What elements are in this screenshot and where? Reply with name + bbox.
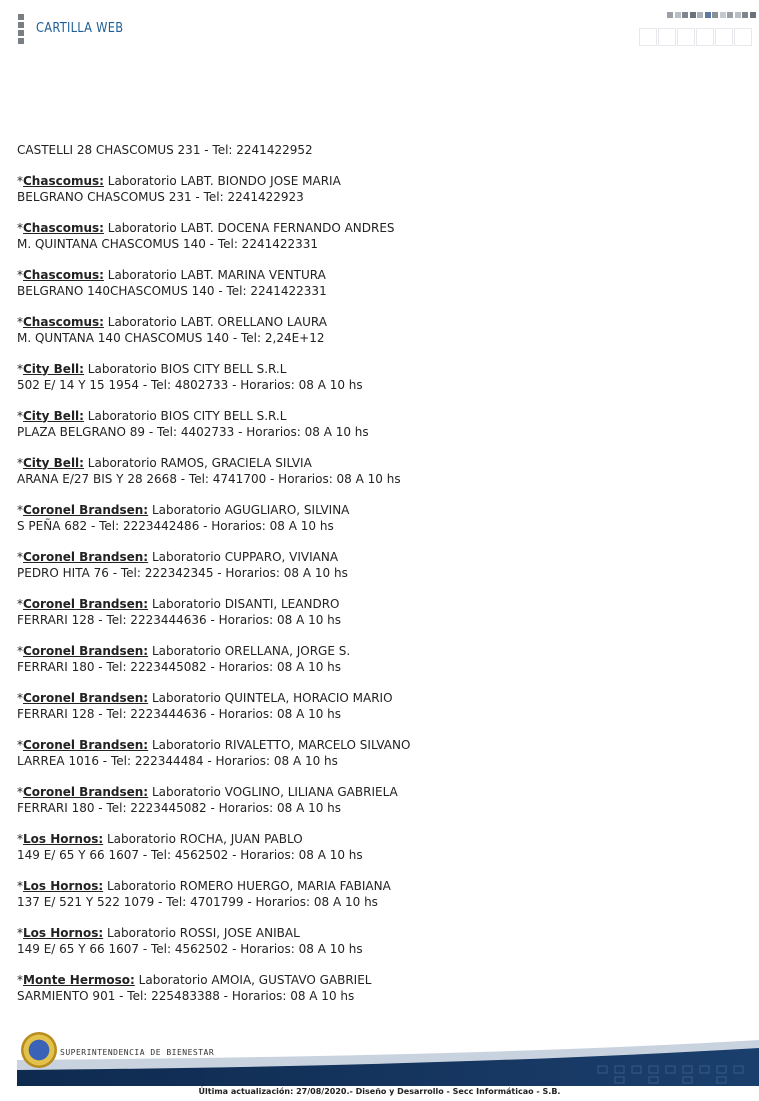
entry-lab-name: Laboratorio QUINTELA, HORACIO MARIO [151, 690, 393, 705]
entry-location: City Bell: [23, 455, 84, 470]
entry-details: FERRARI 128 - Tel: 2223444636 - Horarios: 08 A 10 hs [17, 707, 342, 721]
entry-details: FERRARI 180 - Tel: 2223445082 - Horarios: 08 A 10 hs [17, 660, 342, 674]
entry-lab-name: Laboratorio ROSSI, JOSE ANIBAL [106, 925, 300, 940]
entry-location: City Bell: [23, 408, 84, 423]
entry-details: 137 E/ 521 Y 522 1079 - Tel: 4701799 - Horarios: 08 A 10 hs [17, 895, 378, 909]
lab-entry [17, 784, 737, 817]
lab-entry [17, 925, 737, 958]
entry-location: Coronel Brandsen: [23, 737, 149, 752]
lab-entry [17, 596, 737, 629]
entry-title-line: *Coronel Brandsen: Laboratorio DISANTI, LEANDRO [17, 596, 340, 611]
entry-title-line: *City Bell: Laboratorio BIOS CITY BELL S.R.L [17, 361, 287, 376]
entry-lab-name: Laboratorio BIOS CITY BELL S.R.L [87, 361, 287, 376]
entry-lab-name: Laboratorio RAMOS, GRACIELA SILVIA [87, 455, 312, 470]
entry-title-line: *Coronel Brandsen: Laboratorio VOGLINO, LILIANA GABRIELA [17, 784, 398, 799]
entry-title-line: *Coronel Brandsen: Laboratorio CUPPARO, VIVIANA [17, 549, 339, 564]
entry-title-line: *Coronel Brandsen: Laboratorio RIVALETTO, MARCELO SILVANO [17, 737, 411, 752]
entry-lab-name: Laboratorio LABT. ORELLANO LAURA [107, 314, 327, 329]
entry-details: FERRARI 180 - Tel: 2223445082 - Horarios: 08 A 10 hs [17, 801, 342, 815]
lab-entry [17, 643, 737, 676]
lab-entry [17, 173, 737, 206]
entry-lab-name: Laboratorio RIVALETTO, MARCELO SILVANO [151, 737, 411, 752]
entry-location: City Bell: [23, 361, 84, 376]
entry-location: Chascomus: [23, 173, 104, 188]
entry-location: Coronel Brandsen: [23, 549, 149, 564]
entry-details: M. QUNTANA 140 CHASCOMUS 140 - Tel: 2,24E+12 [17, 331, 325, 345]
page-title: CARTILLA WEB [36, 21, 124, 36]
entry-location: Los Hornos: [23, 878, 104, 893]
entry-title-line: *Monte Hermoso: Laboratorio AMOIA, GUSTAVO GABRIEL [17, 972, 372, 987]
lab-entry [17, 972, 737, 1005]
entry-details: S PEÑA 682 - Tel: 2223442486 - Horarios: 08 A 10 hs [17, 519, 334, 533]
entry-title-line: *City Bell: Laboratorio BIOS CITY BELL S.R.L [17, 408, 287, 423]
brand-bars-icon [18, 14, 24, 46]
entry-location: Coronel Brandsen: [23, 643, 149, 658]
entry-lab-name: Laboratorio ROCHA, JUAN PABLO [106, 831, 303, 846]
entry-title-line: *Los Hornos: Laboratorio ROCHA, JUAN PABLO [17, 831, 303, 846]
entry-lab-name: Laboratorio CUPPARO, VIVIANA [151, 549, 339, 564]
entry-lab-name: Laboratorio LABT. DOCENA FERNANDO ANDRES [107, 220, 395, 235]
entry-title-line: *Coronel Brandsen: Laboratorio QUINTELA, HORACIO MARIO [17, 690, 393, 705]
entry-lab-name: Laboratorio LABT. BIONDO JOSE MARIA [107, 173, 341, 188]
entry-location: Coronel Brandsen: [23, 784, 149, 799]
entry-details: SARMIENTO 901 - Tel: 225483388 - Horarios: 08 A 10 hs [17, 989, 355, 1003]
lab-entry [17, 455, 737, 488]
entry-location: Chascomus: [23, 314, 104, 329]
entry-details: FERRARI 128 - Tel: 2223444636 - Horarios: 08 A 10 hs [17, 613, 342, 627]
entry-location: Coronel Brandsen: [23, 690, 149, 705]
lab-entry [17, 361, 737, 394]
entry-title-line: *Los Hornos: Laboratorio ROSSI, JOSE ANIBAL [17, 925, 300, 940]
entry-title-line: *Coronel Brandsen: Laboratorio AGUGLIARO, SILVINA [17, 502, 350, 517]
entry-details: 149 E/ 65 Y 66 1607 - Tel: 4562502 - Horarios: 08 A 10 hs [17, 942, 363, 956]
continued-entry-line: CASTELLI 28 CHASCOMUS 231 - Tel: 2241422952 [17, 143, 313, 157]
entry-title-line: *Chascomus: Laboratorio LABT. ORELLANO LAURA [17, 314, 327, 329]
organization-name: SUPERINTENDENCIA DE BIENESTAR [60, 1048, 215, 1057]
entry-details: PLAZA BELGRANO 89 - Tel: 4402733 - Horarios: 08 A 10 hs [17, 425, 369, 439]
lab-entry [17, 690, 737, 723]
entry-details: PEDRO HITA 76 - Tel: 222342345 - Horarios: 08 A 10 hs [17, 566, 348, 580]
entry-location: Los Hornos: [23, 925, 104, 940]
entry-lab-name: Laboratorio AMOIA, GUSTAVO GABRIEL [138, 972, 372, 987]
lab-entry [17, 267, 737, 300]
page-header [0, 0, 759, 60]
lab-entry [17, 831, 737, 864]
organization-seal-icon [21, 1032, 57, 1068]
entry-list [17, 173, 737, 1005]
lab-entry [17, 549, 737, 582]
entry-location: Monte Hermoso: [23, 972, 135, 987]
entry-details: BELGRANO CHASCOMUS 231 - Tel: 2241422923 [17, 190, 304, 204]
entry-location: Los Hornos: [23, 831, 104, 846]
entry-lab-name: Laboratorio BIOS CITY BELL S.R.L [87, 408, 287, 423]
entry-location: Coronel Brandsen: [23, 596, 149, 611]
entry-details: LARREA 1016 - Tel: 222344484 - Horarios: 08 A 10 hs [17, 754, 338, 768]
entry-lab-name: Laboratorio LABT. MARINA VENTURA [107, 267, 326, 282]
last-update-note: Última actualización: 27/08/2020.- Diseño y Desarrollo - Secc Informáticao - S.B. [198, 1087, 561, 1096]
lab-entry [17, 220, 737, 253]
entry-title-line: *Chascomus: Laboratorio LABT. DOCENA FERNANDO ANDRES [17, 220, 395, 235]
entry-lab-name: Laboratorio ORELLANA, JORGE S. [151, 643, 351, 658]
lab-entry [17, 314, 737, 347]
entry-location: Chascomus: [23, 267, 104, 282]
entry-lab-name: Laboratorio ROMERO HUERGO, MARIA FABIANA [106, 878, 391, 893]
entry-location: Chascomus: [23, 220, 104, 235]
entry-title-line: *Chascomus: Laboratorio LABT. MARINA VENTURA [17, 267, 326, 282]
entry-details: ARANA E/27 BIS Y 28 2668 - Tel: 4741700 - Horarios: 08 A 10 hs [17, 472, 401, 486]
decorative-grid-icon [637, 10, 759, 50]
lab-listing [17, 142, 737, 1019]
entry-details: M. QUINTANA CHASCOMUS 140 - Tel: 2241422331 [17, 237, 319, 251]
entry-lab-name: Laboratorio AGUGLIARO, SILVINA [151, 502, 350, 517]
entry-location: Coronel Brandsen: [23, 502, 149, 517]
entry-lab-name: Laboratorio DISANTI, LEANDRO [151, 596, 340, 611]
lab-entry [17, 878, 737, 911]
entry-title-line: *City Bell: Laboratorio RAMOS, GRACIELA SILVIA [17, 455, 312, 470]
page-footer [0, 1024, 759, 1101]
entry-details: 149 E/ 65 Y 66 1607 - Tel: 4562502 - Horarios: 08 A 10 hs [17, 848, 363, 862]
entry-title-line: *Los Hornos: Laboratorio ROMERO HUERGO, MARIA FABIANA [17, 878, 391, 893]
lab-entry [17, 737, 737, 770]
lab-entry [17, 408, 737, 441]
lab-entry [17, 502, 737, 535]
entry-title-line: *Coronel Brandsen: Laboratorio ORELLANA, JORGE S. [17, 643, 351, 658]
entry-details: BELGRANO 140CHASCOMUS 140 - Tel: 2241422331 [17, 284, 327, 298]
entry-lab-name: Laboratorio VOGLINO, LILIANA GABRIELA [151, 784, 398, 799]
entry-title-line: *Chascomus: Laboratorio LABT. BIONDO JOSE MARIA [17, 173, 341, 188]
entry-details: 502 E/ 14 Y 15 1954 - Tel: 4802733 - Horarios: 08 A 10 hs [17, 378, 363, 392]
